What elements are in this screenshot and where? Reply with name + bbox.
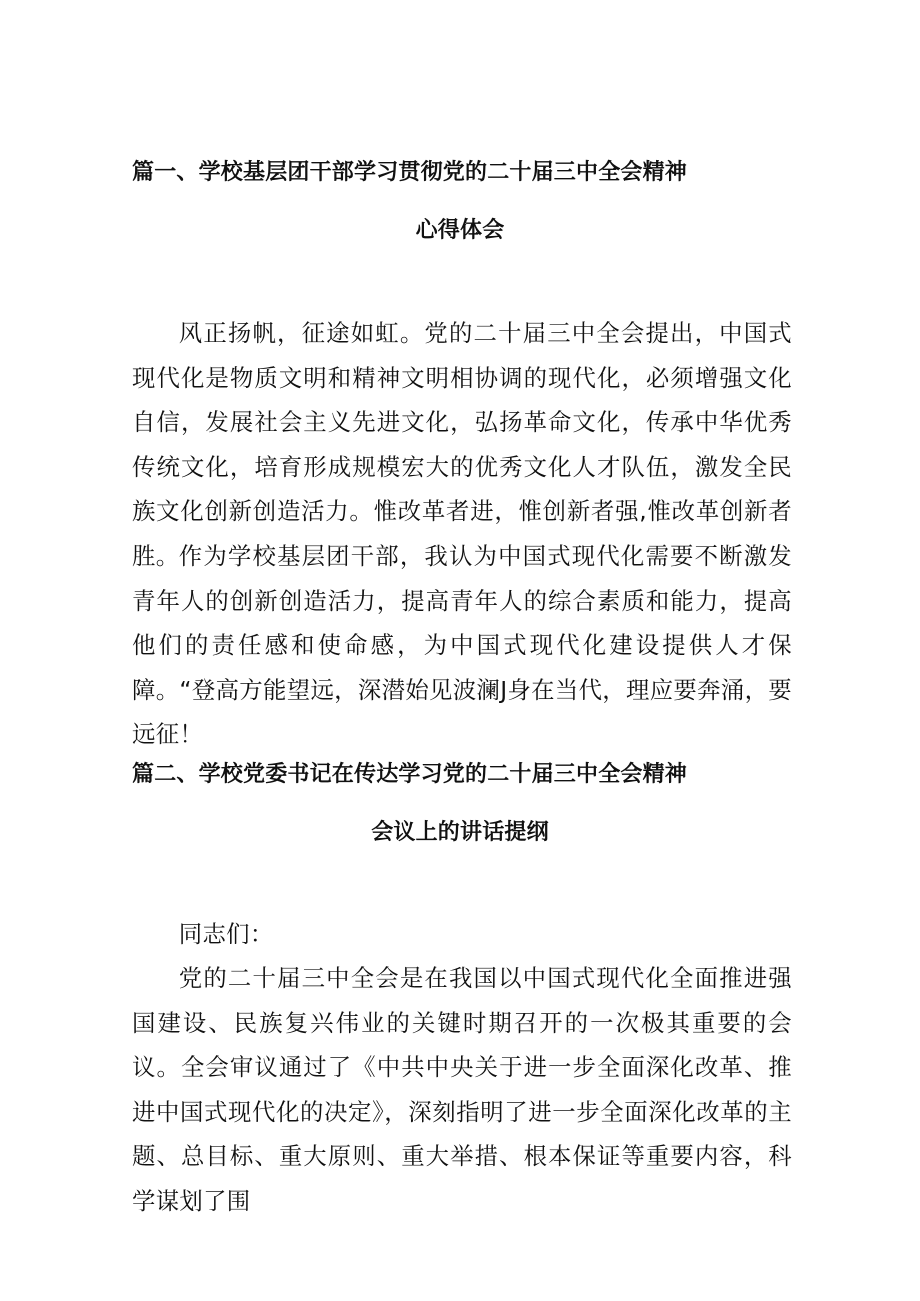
section1-title-line2: 心得体会 xyxy=(415,218,505,243)
section2-title-line2: 会议上的讲话提纲 xyxy=(371,820,549,845)
section1-paragraph-2: 作为学校基层团干部，我认为中国式现代化需要不断激发青年人的创新创造活力，提高青年人的综合素质和能力，提高他们的责任感和使命感，为中国式现代化建设提供人才保障。“登高方能望远，深潜始见波澜J身在当代，理应要奔涌，要远征！ xyxy=(132,542,792,748)
section2-greeting: 同志们： xyxy=(178,920,274,948)
section1-paragraph-1: 风正扬帆，征途如虹。党的二十届三中全会提出，中国式现代化是物质文明和精神文明相协调的现代化，必须增强文化自信，发展社会主义先进文化，弘扬革命文化，传承中华优秀传统文化，培育形成规模宏大的优秀文化人才队伍，激发全民族文化创新创造活力。惟改革者进，惟创新者强,惟改革创新者胜。 xyxy=(132,319,792,570)
section1-title-line1: 篇一、学校基层团干部学习贯彻党的二十届三中全会精神 xyxy=(132,160,688,185)
section2-title-line1: 篇二、学校党委书记在传达学习党的二十届三中全会精神 xyxy=(132,762,688,787)
section2-paragraph-1: 党的二十届三中全会是在我国以中国式现代化全面推进强国建设、民族复兴伟业的关键时期召开的一次极其重要的会议。全会审议通过了《中共中央关于进一步全面深化改革、推进中国式现代化的决定》，深刻指明了进一步全面深化改革的主题、总目标、重大原则、重大举措、根本保证等重要内容，科学谋划了围 xyxy=(132,964,792,1215)
